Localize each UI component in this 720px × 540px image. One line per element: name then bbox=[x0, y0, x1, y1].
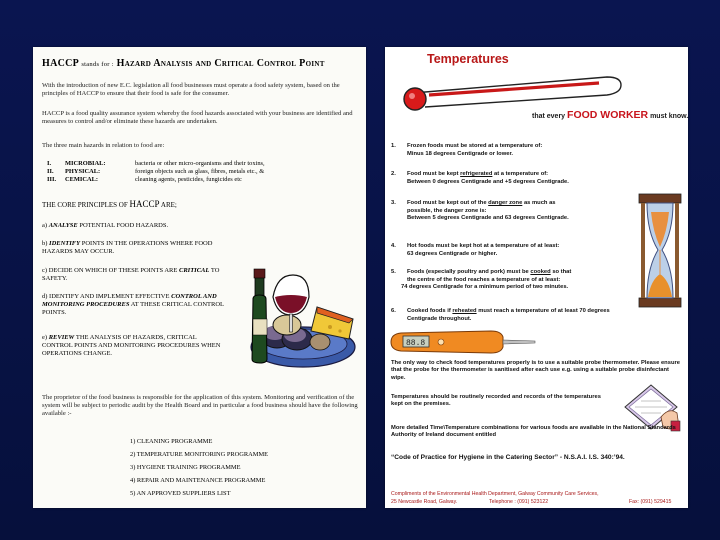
haccp-document bbox=[33, 47, 366, 508]
core-text: AT THESE CRITICAL CONTROL POINTS. bbox=[42, 301, 224, 316]
rule-line: possible, the danger zone is: bbox=[407, 207, 487, 214]
temperatures-poster bbox=[385, 47, 688, 508]
rule-line: the centre of the food reaches a temperature of at least: bbox=[407, 276, 561, 283]
rule-line: Centigrade throughout. bbox=[407, 315, 472, 322]
hazard-name: PHYSICAL: bbox=[65, 168, 101, 175]
core-prefix: e) bbox=[42, 334, 48, 341]
rule-line: Between 0 degrees Centigrade and +5 degrees Centigrade. bbox=[407, 178, 569, 185]
rule-line: Foods (especially poultry and pork) must be cooked so that bbox=[407, 269, 572, 275]
hazard-number: III. bbox=[47, 176, 57, 183]
programme-item: 2) TEMPERATURE MONITORING PROGRAMME bbox=[130, 451, 269, 458]
footer-line-1: Compliments of the Environmental Health Department, Galway Community Care Services, bbox=[391, 491, 599, 497]
programme-item: 3) HYGIENE TRAINING PROGRAMME bbox=[130, 464, 241, 471]
hazard-number: II. bbox=[47, 168, 54, 175]
core-title-haccp: HACCP bbox=[129, 199, 160, 209]
haccp-title-acronym: HACCP bbox=[42, 58, 79, 69]
rule-number: 5. bbox=[391, 269, 396, 275]
hazard-name: CEMICAL: bbox=[65, 176, 99, 183]
rule-keyword: danger zone bbox=[488, 200, 523, 206]
core-text: IDENTIFY AND IMPLEMENT EFFECTIVE bbox=[49, 293, 170, 300]
hazards-lead: The three main hazards in relation to food are: bbox=[42, 142, 165, 149]
temperature-rule-4 bbox=[391, 243, 631, 258]
rule-line: Food must be kept out of the danger zone as much as bbox=[407, 200, 556, 206]
probe-paragraph: The only way to check food temperatures properly is to use a suitable probe thermometer. Please ensure that the probe for the thermometer is sanitised after each use e.g. using a suitable probe disinfectant wipe. bbox=[391, 360, 680, 381]
hourglass-icon bbox=[635, 192, 685, 310]
code-reference: “Code of Practice for Hygiene in the Catering Sector” - N.S.A.I. I.S. 340:’94. bbox=[391, 454, 625, 461]
core-prefix: b) bbox=[42, 240, 48, 247]
records-paragraph: Temperatures should be routinely recorded and records of the temperatures kept on the premises. bbox=[391, 394, 601, 408]
subtitle-text: that every bbox=[532, 113, 566, 120]
core-principle-e bbox=[42, 334, 227, 358]
temperature-rule-5 bbox=[391, 269, 641, 292]
rule-number: 6. bbox=[391, 308, 396, 314]
rule-number: 2. bbox=[391, 171, 396, 177]
core-title-text: THE CORE PRINCIPLES OF bbox=[42, 201, 128, 209]
core-text: DECIDE ON WHICH OF THESE POINTS ARE bbox=[48, 267, 178, 274]
intro-paragraph-1: With the introduction of new E.C. legislation all food businesses must operate a food safety system, based on the principles of HACCP to ensure that their food is safe for the consumer. bbox=[42, 82, 340, 97]
core-emphasis: CRITICAL bbox=[179, 267, 210, 274]
footer-fax: Fax: (091) 529415 bbox=[629, 499, 672, 505]
core-text: TO SAFETY. bbox=[42, 267, 220, 282]
programme-item: 4) REPAIR AND MAINTENANCE PROGRAMME bbox=[130, 477, 266, 484]
rule-keyword: reheated bbox=[452, 308, 477, 314]
core-text: POTENTIAL FOOD HAZARDS. bbox=[79, 222, 169, 229]
core-emphasis: IDENTIFY bbox=[49, 240, 81, 247]
proprietor-paragraph: The proprietor of the food business is responsible for the application of this system. Monitoring and verification of the system will be subject to periodic audit by the Health Board and in particular a food business should have the following available :- bbox=[42, 394, 358, 417]
footer-telephone: Telephone : (091) 523122 bbox=[489, 499, 549, 505]
rule-number: 3. bbox=[391, 200, 396, 206]
hazard-desc: cleaning agents, pesticides, fungicides etc bbox=[135, 176, 242, 183]
programme-item: 1) CLEANING PROGRAMME bbox=[130, 438, 213, 445]
poster-subtitle bbox=[532, 109, 688, 121]
rule-line: Hot foods must be kept hot at a temperature of at least: bbox=[407, 243, 560, 249]
footer-address: 25 Newcastle Road, Galway. bbox=[391, 499, 458, 505]
core-text: THE ANALYSIS OF HAZARDS, CRITICAL CONTROL POINTS AND MONITORING PROCEDURES WHEN OPERATIONS CHANGE. bbox=[42, 334, 221, 357]
rule-line: Between 5 degrees Centigrade and 63 degrees Centigrade. bbox=[407, 215, 569, 222]
intro-paragraph-2: HACCP is a food quality assurance system whereby the food hazards associated with your business are identified and measures to control and/or eliminate these hazards are undertaken. bbox=[42, 110, 353, 125]
hazard-row bbox=[47, 176, 359, 184]
rule-number: 4. bbox=[391, 243, 396, 249]
rule-keyword: cooked bbox=[530, 269, 551, 275]
core-emphasis: REVIEW bbox=[48, 334, 75, 341]
core-principle-a bbox=[42, 222, 227, 230]
core-prefix: a) bbox=[42, 222, 48, 229]
rule-line: 63 degrees Centigrade or higher. bbox=[407, 250, 498, 257]
core-principle-d bbox=[42, 293, 227, 317]
core-emphasis: ANALYSE bbox=[48, 222, 78, 229]
temperature-rule-1 bbox=[391, 143, 651, 158]
rule-line: Frozen foods must be stored at a temperature of: bbox=[407, 143, 543, 149]
detail-paragraph: More detailed Time\Temperature combinations for various foods are available in the National Standards Authority of Ireland document entitled bbox=[391, 425, 676, 439]
haccp-title-stands-for: stands for : bbox=[81, 61, 114, 68]
rule-line: Food must be kept refrigerated at a temperature of: bbox=[407, 171, 549, 177]
core-prefix: d) bbox=[42, 293, 48, 300]
programme-item: 5) AN APPROVED SUPPLIERS LIST bbox=[130, 490, 231, 497]
core-principle-b bbox=[42, 240, 227, 256]
haccp-title-expansion: Hazard Analysis and Critical Control Point bbox=[116, 58, 325, 69]
rule-keyword: refrigerated bbox=[460, 171, 493, 177]
core-text: POINTS IN THE OPERATIONS WHERE FOOD HAZARDS MAY OCCUR. bbox=[42, 240, 213, 255]
temperature-rule-6 bbox=[391, 308, 683, 323]
hazard-row bbox=[47, 160, 359, 168]
core-principles-title bbox=[42, 199, 177, 209]
rule-number: 1. bbox=[391, 143, 396, 149]
hazard-name: MICROBIAL: bbox=[65, 160, 106, 167]
rule-line: Minus 18 degrees Centigrade or lower. bbox=[407, 150, 513, 157]
temperature-rule-3 bbox=[391, 200, 621, 223]
core-principle-c bbox=[42, 267, 227, 283]
poster-title: Temperatures bbox=[427, 52, 509, 66]
core-title-are: ARE; bbox=[160, 201, 177, 209]
haccp-title bbox=[42, 58, 325, 69]
probe-display-value: 88.8 bbox=[406, 339, 426, 348]
rule-line: Cooked foods if reheated must reach a temperature of at least 70 degrees bbox=[407, 308, 610, 314]
rule-line: 74 degrees Centigrade for a minimum period of two minutes. bbox=[401, 284, 569, 291]
probe-thermometer-icon bbox=[387, 326, 537, 358]
subtitle-food-worker: FOOD WORKER bbox=[567, 109, 649, 121]
hazard-row bbox=[47, 168, 359, 176]
core-emphasis: CONTROL AND MONITORING PROCEDURES bbox=[42, 293, 217, 308]
core-prefix: c) bbox=[42, 267, 48, 274]
hazard-desc: bacteria or other micro-organisms and their toxins, bbox=[135, 160, 265, 167]
temperature-rule-2 bbox=[391, 171, 651, 186]
subtitle-text: must know. bbox=[650, 113, 689, 120]
hazard-desc: foreign objects such as glass, fibres, metals etc., & bbox=[135, 168, 265, 175]
food-illustration bbox=[225, 247, 360, 375]
hazard-number: I. bbox=[47, 160, 52, 167]
